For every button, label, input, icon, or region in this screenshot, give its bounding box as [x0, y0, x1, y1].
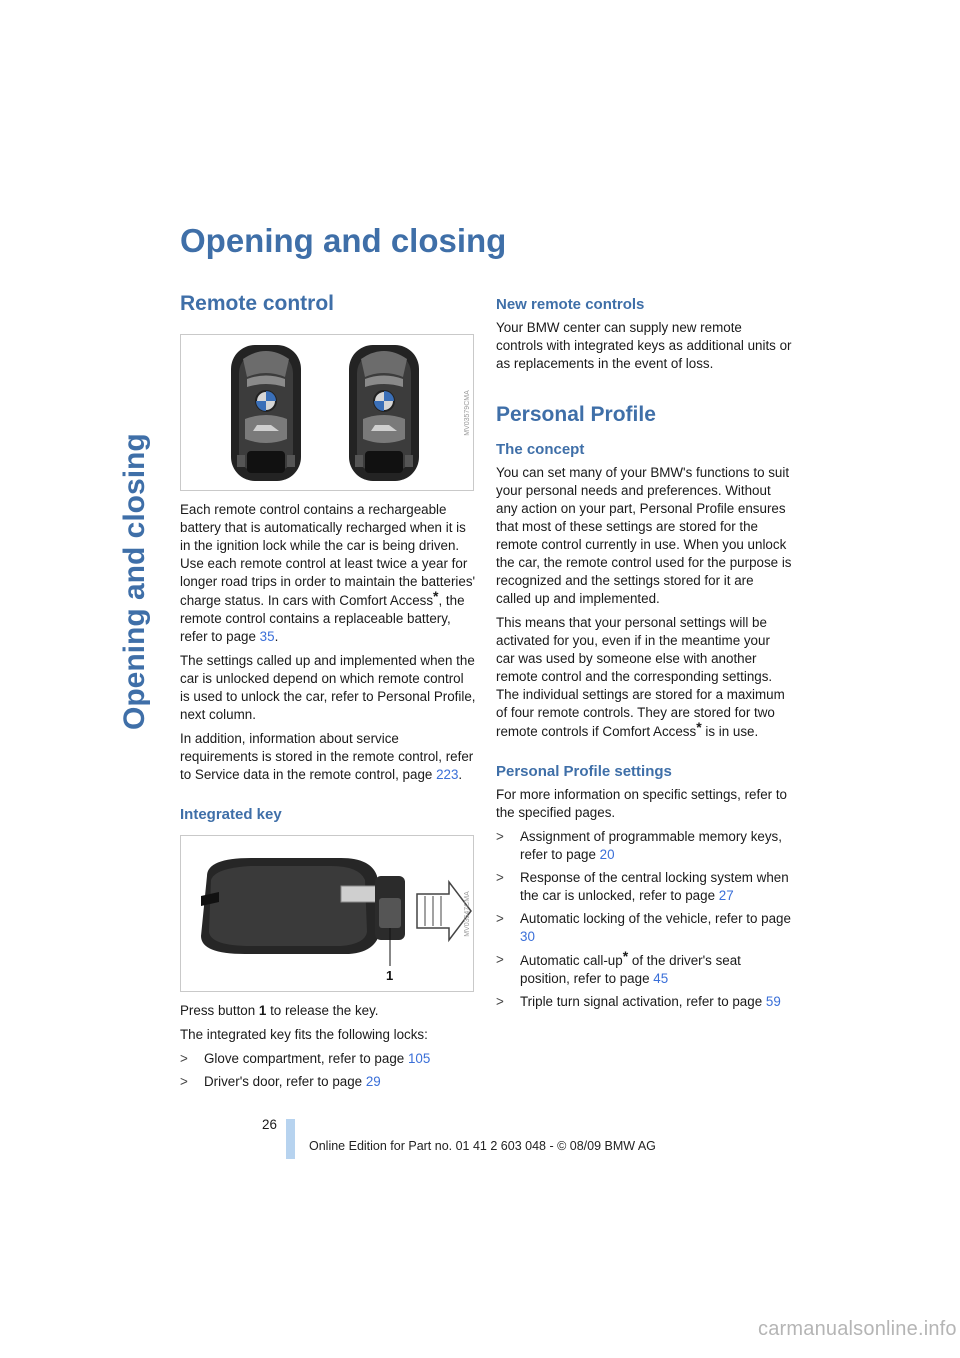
remote-keys-figure	[180, 334, 474, 491]
integrated-key-figure	[180, 835, 474, 992]
list-item	[180, 1050, 476, 1068]
option-star: *	[696, 719, 702, 735]
footer-accent-bar	[286, 1119, 295, 1159]
concept-paragraph-1: You can set many of your BMW's functions to suit your personal needs and preferences. Without any action on your part, Personal Profile ensures that most of these settings are stored for the remote control currently in use. When you unlock the car, the remote control used for the purpose is recognized and the settings stored for it are called up and implemented.	[496, 465, 792, 606]
page-link-223[interactable]: 223	[436, 767, 459, 782]
list-item	[496, 869, 792, 905]
para-text: Each remote control contains a rechargeable battery that is automatically recharged when it is in the ignition lock while the car is being driven. Use each remote control at least twice a year for longer road trips in order to maintain the batteries' charge status. In cars with Comfort Access	[180, 502, 476, 608]
para-text: This means that your personal settings will be activated for you, even if in the meantime your car was used by someone else with another remote control and the corresponding settings. The individual settings are stored for a maximum of four remote controls. They are stored for two remote controls if Comfort Access	[496, 615, 785, 739]
remote-key-left	[231, 345, 301, 481]
list-item	[496, 828, 792, 864]
settings-list	[496, 828, 792, 1011]
settings-intro: For more information on specific settings, refer to the specified pages.	[496, 787, 787, 820]
page-link-27[interactable]: 27	[718, 888, 734, 903]
remote-key-right	[349, 345, 419, 481]
right-column	[496, 292, 792, 1011]
lock-list	[180, 1050, 476, 1091]
remote-control-heading: Remote control	[180, 292, 335, 315]
concept-paragraph-2	[496, 614, 792, 741]
list-text: Driver's door, refer to page	[204, 1074, 366, 1089]
callout-1: 1	[386, 968, 394, 983]
list-text: of the driver's seat position, refer to page	[520, 953, 741, 986]
page-link-59[interactable]: 59	[765, 994, 781, 1009]
list-item	[496, 948, 792, 988]
list-text: Assignment of programmable memory keys, refer to page	[520, 829, 782, 862]
side-chapter-tab	[92, 230, 152, 730]
new-remote-heading: New remote controls	[496, 296, 645, 313]
list-item	[496, 910, 792, 946]
bullet-marker: >	[496, 829, 504, 844]
figure-code: MV03547CMA	[464, 890, 471, 937]
page-link-35[interactable]: 35	[259, 629, 275, 644]
bullet-marker: >	[496, 994, 504, 1009]
para-text: Press button	[180, 1003, 259, 1018]
callout-ref: 1	[258, 1003, 267, 1018]
page-link-105[interactable]: 105	[407, 1051, 431, 1066]
para-text: In addition, information about service requirements is stored in the remote control, refer to Service data in the remote control, page	[180, 731, 474, 782]
bullet-marker: >	[496, 870, 504, 885]
page-number: 26	[262, 1117, 277, 1132]
option-star: *	[433, 588, 439, 604]
para-text: .	[274, 629, 279, 644]
remote-paragraph-1	[180, 501, 476, 646]
remote-paragraph-3	[180, 730, 476, 784]
footer-edition-text: Online Edition for Part no. 01 41 2 603 048 - © 08/09 BMW AG	[309, 1139, 656, 1153]
page-link-20[interactable]: 20	[599, 847, 615, 862]
remote-paragraph-2: The settings called up and implemented when the car is unlocked depend on which remote control is used to unlock the car, refer to Personal Profile, next column.	[180, 653, 476, 722]
list-text: Response of the central locking system when the car is unlocked, refer to page	[520, 870, 789, 903]
integrated-key-illustration	[181, 836, 473, 991]
new-remote-text: Your BMW center can supply new remote controls with integrated keys as additional units or as replacements in the event of loss.	[496, 320, 792, 371]
left-column	[180, 292, 476, 1091]
figure-code: MV03579CMA	[464, 389, 471, 436]
concept-heading: The concept	[496, 441, 585, 458]
page-link-29[interactable]: 29	[365, 1074, 381, 1089]
list-item	[496, 993, 792, 1011]
integrated-key-heading: Integrated key	[180, 806, 282, 823]
watermark: carmanualsonline.info	[758, 1318, 957, 1340]
list-text: Automatic call-up	[520, 953, 623, 968]
para-text: to release the key.	[266, 1003, 379, 1018]
profile-settings-heading: Personal Profile settings	[496, 763, 672, 780]
bullet-marker: >	[180, 1051, 188, 1066]
integrated-key-fits: The integrated key fits the following locks:	[180, 1027, 428, 1042]
bullet-marker: >	[180, 1074, 188, 1089]
para-text: is in use.	[701, 724, 759, 739]
para-text: , the remote control contains a replaceable battery, refer to page	[180, 593, 465, 644]
list-item	[180, 1073, 476, 1091]
press-button-text	[180, 1002, 476, 1020]
remote-keys-illustration	[181, 335, 473, 490]
bullet-marker: >	[496, 952, 504, 967]
side-chapter-label: Opening and closing	[118, 433, 151, 730]
page-link-45[interactable]: 45	[653, 971, 669, 986]
option-star: *	[622, 948, 629, 964]
personal-profile-heading: Personal Profile	[496, 403, 656, 426]
list-text: Glove compartment, refer to page	[204, 1051, 408, 1066]
para-text: .	[458, 767, 463, 782]
page-title: Opening and closing	[180, 222, 507, 259]
list-text: Triple turn signal activation, refer to page	[520, 994, 766, 1009]
page-link-30[interactable]: 30	[520, 929, 535, 944]
bullet-marker: >	[496, 911, 504, 926]
list-text: Automatic locking of the vehicle, refer to page	[520, 911, 791, 926]
